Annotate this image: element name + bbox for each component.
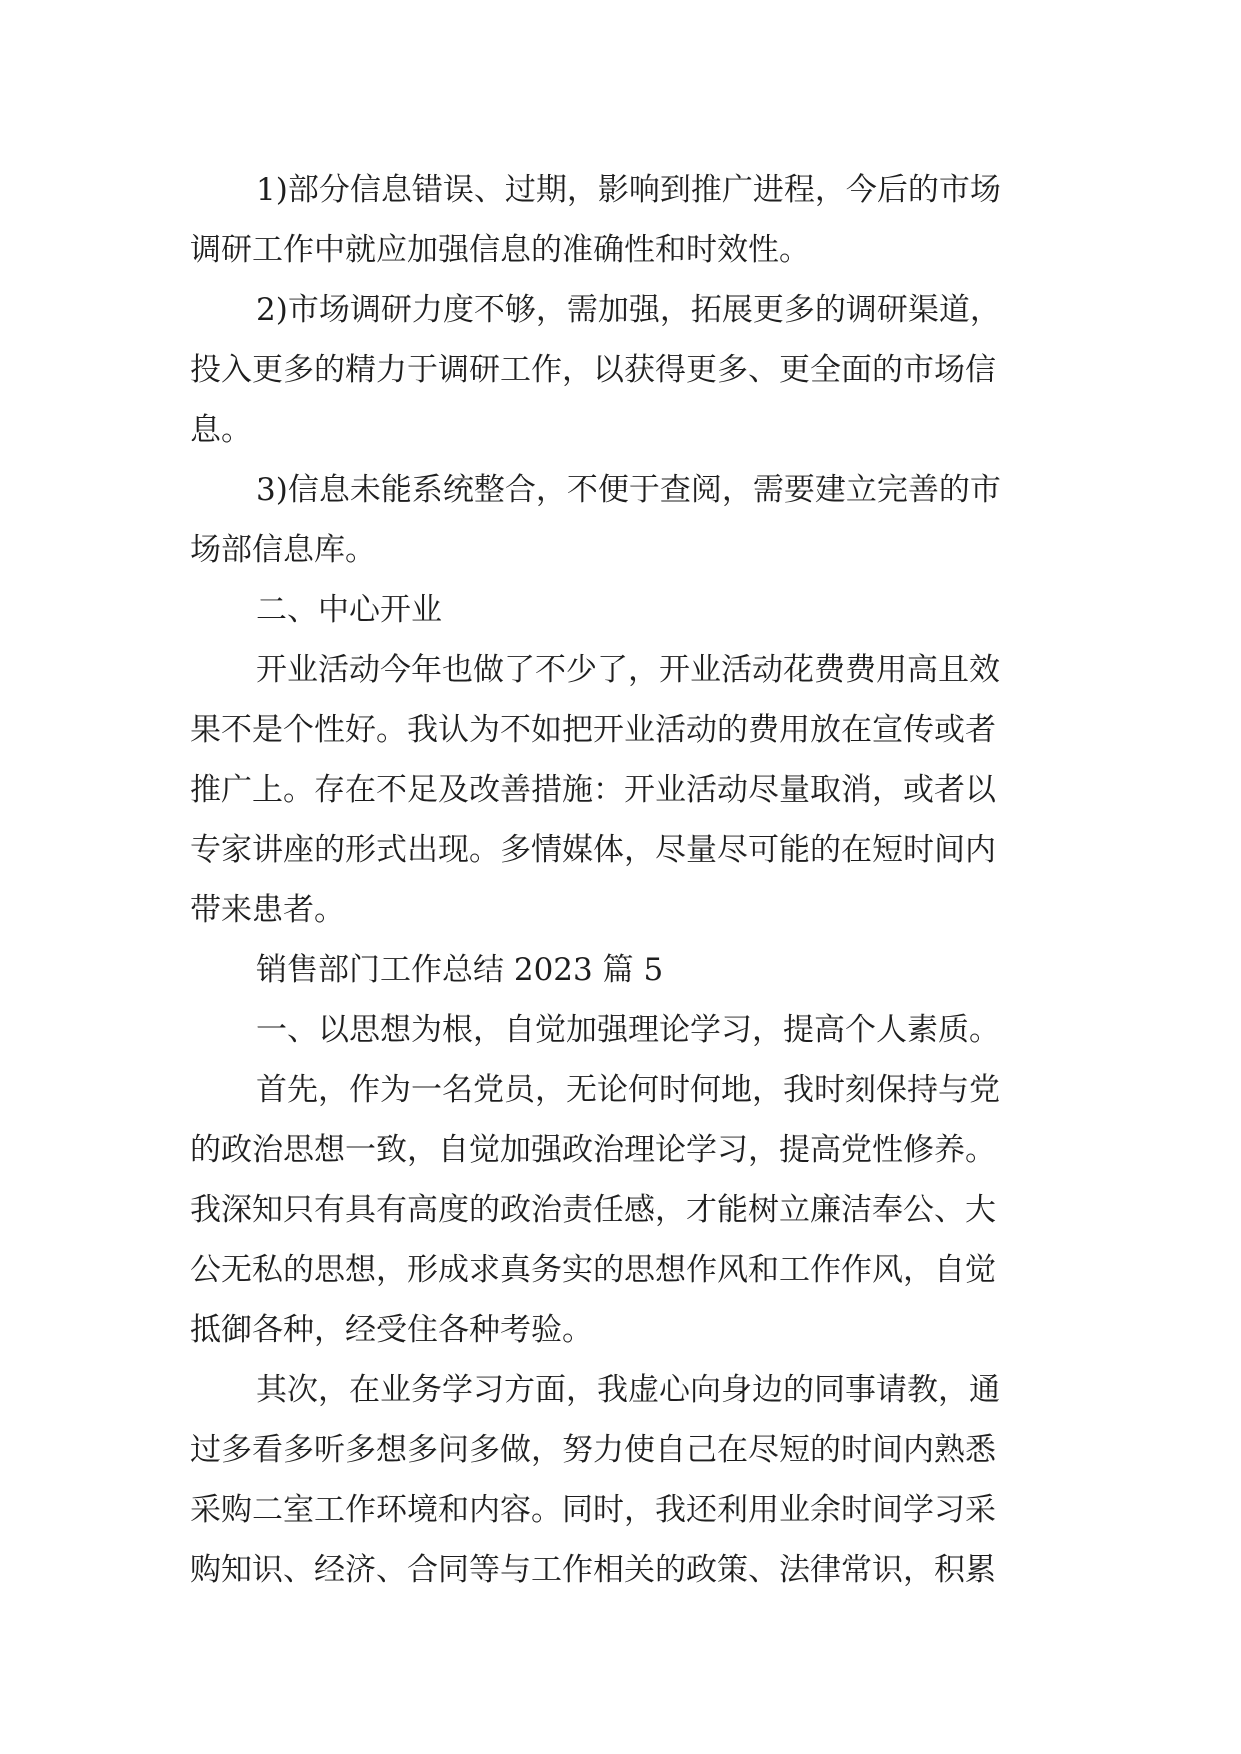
text-line: 带来患者。 — [190, 892, 345, 928]
article-title — [190, 940, 1070, 1000]
text-line: 开业活动今年也做了不少了，开业活动花费费用高且效 — [256, 652, 1000, 688]
heading-line: 二、中心开业 — [256, 592, 442, 628]
heading-line: 一、以思想为根，自觉加强理论学习，提高个人素质。 — [256, 1012, 1000, 1048]
text-line: 3)信息未能系统整合，不便于查阅，需要建立完善的市 — [256, 472, 1001, 508]
text-line: 其次，在业务学习方面，我虚心向身边的同事请教，通 — [256, 1372, 1000, 1408]
text-line: 推广上。存在不足及改善措施：开业活动尽量取消，或者以 — [190, 772, 996, 808]
text-line: 抵御各种，经受住各种考验。 — [190, 1312, 593, 1348]
text-line: 我深知只有具有高度的政治责任感，才能树立廉洁奉公、大 — [190, 1192, 996, 1228]
text-line: 1)部分信息错误、过期，影响到推广进程，今后的市场 — [256, 172, 1001, 208]
text-line: 息。 — [190, 412, 252, 448]
paragraph-4 — [190, 640, 1070, 940]
text-line: 专家讲座的形式出现。多情媒体，尽量尽可能的在短时间内 — [190, 832, 996, 868]
section-heading-center-opening — [190, 580, 1070, 640]
paragraph-1 — [190, 160, 1070, 280]
section-heading-ideology — [190, 1000, 1070, 1060]
text-line: 投入更多的精力于调研工作，以获得更多、更全面的市场信 — [190, 352, 996, 388]
paragraph-5 — [190, 1060, 1070, 1360]
paragraph-3 — [190, 460, 1070, 580]
document-body — [190, 160, 1070, 1600]
text-line: 的政治思想一致，自觉加强政治理论学习，提高党性修养。 — [190, 1132, 996, 1168]
paragraph-2 — [190, 280, 1070, 460]
text-line: 采购二室工作环境和内容。同时，我还利用业余时间学习采 — [190, 1492, 996, 1528]
text-line: 过多看多听多想多问多做，努力使自己在尽短的时间内熟悉 — [190, 1432, 996, 1468]
text-line: 公无私的思想，形成求真务实的思想作风和工作作风，自觉 — [190, 1252, 996, 1288]
text-line: 场部信息库。 — [190, 532, 376, 568]
text-line: 2)市场调研力度不够，需加强，拓展更多的调研渠道， — [256, 292, 1001, 328]
text-line: 果不是个性好。我认为不如把开业活动的费用放在宣传或者 — [190, 712, 996, 748]
text-line: 首先，作为一名党员，无论何时何地，我时刻保持与党 — [256, 1072, 1000, 1108]
paragraph-6 — [190, 1360, 1070, 1600]
text-line: 调研工作中就应加强信息的准确性和时效性。 — [190, 232, 810, 268]
title-line: 销售部门工作总结 2023 篇 5 — [256, 952, 664, 988]
text-line: 购知识、经济、合同等与工作相关的政策、法律常识，积累 — [190, 1552, 996, 1588]
